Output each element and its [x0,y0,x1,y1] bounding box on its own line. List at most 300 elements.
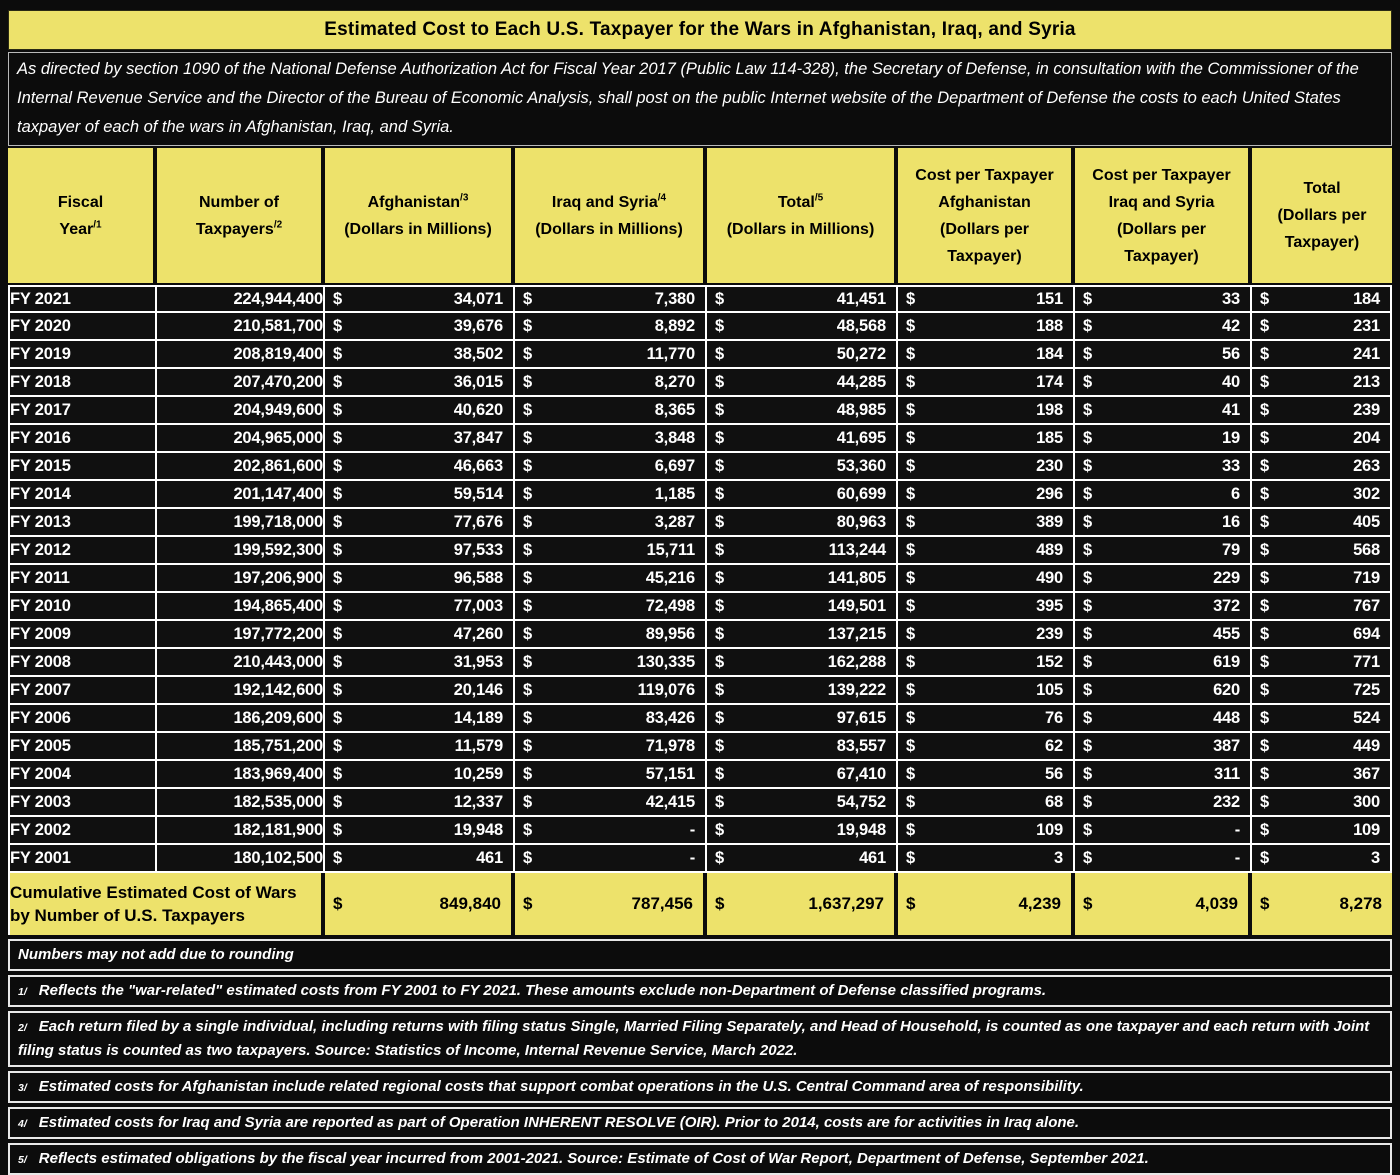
table-row [8,817,1392,845]
currency-symbol: $ [1083,792,1092,811]
intro-text: As directed by section 1090 of the National Defense Authorization Act for Fiscal Year 2017 (Public Law 114-328), the Secretary of Defense, in consultation with the Commissioner of the Internal Revenue Service and the Director of the Bureau of Economic Analysis, shall post on the public Internet website of the Department of Defense the costs to each United States taxpayer of each of the wars in Afghanistan, Iraq, and Syria. [8,52,1392,146]
currency-symbol: $ [715,540,724,559]
currency-symbol: $ [906,540,915,559]
currency-symbol: $ [715,596,724,615]
cell-cpt-iraq-value: 455 [1213,624,1240,643]
currency-symbol: $ [1083,820,1092,839]
currency-symbol: $ [1260,652,1269,671]
currency-symbol: $ [333,484,342,503]
footnotes-section [8,939,1392,1175]
column-header-afghanistan-millions: Afghanistan$^{/3}$ (Dollars in Millions) [325,148,515,285]
cell-fiscal-year: FY 2002 [8,817,157,845]
cell-iraq [515,341,707,369]
currency-symbol: $ [906,792,915,811]
column-header-total-per-taxpayer: Total (Dollars per Taxpayer) [1252,148,1392,285]
cell-total-value: 141,805 [827,568,886,587]
cell-iraq [515,453,707,481]
cell-total [707,285,898,313]
cell-iraq [515,677,707,705]
currency-symbol: $ [715,344,724,363]
currency-symbol: $ [1083,428,1092,447]
footnote-3: $^{3/}$ Estimated costs for Afghanistan include related regional costs that support combat operations in the U.S. Central Command area of responsibility. [8,1071,1392,1103]
cell-cpt-iraq [1075,705,1252,733]
cell-taxpayers: 183,969,400 [157,761,325,789]
cell-taxpayers: 224,944,400 [157,285,325,313]
cell-afg-value: 19,948 [453,820,503,839]
cell-fiscal-year: FY 2010 [8,593,157,621]
currency-symbol: $ [333,736,342,755]
currency-symbol: $ [523,894,533,913]
cumulative-cell-cpt-iraq-value: 4,039 [1195,894,1238,913]
cell-cpt-afg-value: 230 [1036,456,1063,475]
cell-total-value: 48,568 [836,316,886,335]
currency-symbol: $ [523,848,532,867]
currency-symbol: $ [1260,316,1269,335]
cell-afg-value: 59,514 [453,484,503,503]
currency-symbol: $ [333,848,342,867]
cell-total-value: 113,244 [828,540,886,559]
column-header-total-millions: Total$^{/5}$ (Dollars in Millions) [707,148,898,285]
cell-cpt-total-value: 771 [1353,652,1380,671]
currency-symbol: $ [523,652,532,671]
currency-symbol: $ [715,512,724,531]
cell-afg [325,817,515,845]
cell-cpt-iraq [1075,761,1252,789]
currency-symbol: $ [1083,344,1092,363]
page-title: Estimated Cost to Each U.S. Taxpayer for the Wars in Afghanistan, Iraq, and Syria [8,10,1392,50]
table-row [8,677,1392,705]
cell-afg-value: 37,847 [453,428,503,447]
cell-iraq [515,845,707,873]
currency-symbol: $ [523,289,532,308]
cell-cpt-afg [898,285,1075,313]
currency-symbol: $ [1260,792,1269,811]
cell-cpt-total-value: 263 [1353,456,1380,475]
currency-symbol: $ [1260,289,1269,308]
currency-symbol: $ [906,652,915,671]
cell-cpt-iraq [1075,313,1252,341]
currency-symbol: $ [523,512,532,531]
cell-cpt-total-value: 241 [1353,344,1380,363]
cell-fiscal-year: FY 2007 [8,677,157,705]
cell-total [707,453,898,481]
cell-iraq [515,817,707,845]
cell-total-value: 461 [859,848,886,867]
table-row [8,313,1392,341]
cell-cpt-afg-value: 56 [1045,764,1063,783]
cell-afg-value: 34,071 [453,289,503,308]
currency-symbol: $ [333,344,342,363]
currency-symbol: $ [523,736,532,755]
currency-symbol: $ [333,596,342,615]
cumulative-cell-afg [325,873,515,935]
cell-afg-value: 461 [476,848,503,867]
column-header-fiscal-year: Fiscal Year$^{/1}$ [8,148,157,285]
currency-symbol: $ [1083,456,1092,475]
cell-cpt-total [1252,369,1392,397]
currency-symbol: $ [523,568,532,587]
currency-symbol: $ [333,652,342,671]
cell-total [707,789,898,817]
currency-symbol: $ [1083,894,1093,913]
cell-cpt-afg [898,565,1075,593]
currency-symbol: $ [906,708,915,727]
cell-afg [325,453,515,481]
cell-cpt-iraq-value: 33 [1222,289,1240,308]
table-row [8,341,1392,369]
cell-iraq-value: 15,711 [646,540,695,559]
cumulative-cell-total [707,873,898,935]
cell-total-value: 53,360 [836,456,886,475]
cell-cpt-iraq-value: 42 [1222,316,1240,335]
cell-afg [325,285,515,313]
currency-symbol: $ [333,680,342,699]
currency-symbol: $ [1260,624,1269,643]
cell-iraq [515,789,707,817]
cell-total-value: 19,948 [836,820,886,839]
table-row [8,705,1392,733]
table-row [8,425,1392,453]
table-row [8,509,1392,537]
currency-symbol: $ [1260,400,1269,419]
currency-symbol: $ [1260,848,1269,867]
footnote-marker: 4/ [18,1118,27,1130]
cell-iraq-value: 89,956 [645,624,695,643]
cell-cpt-afg [898,425,1075,453]
cell-iraq-value: 71,978 [645,736,695,755]
table-row [8,453,1392,481]
cell-taxpayers: 185,751,200 [157,733,325,761]
cell-cpt-total [1252,677,1392,705]
cell-cpt-afg-value: 395 [1036,596,1063,615]
currency-symbol: $ [1260,456,1269,475]
currency-symbol: $ [1260,344,1269,363]
cell-iraq [515,733,707,761]
footnote-marker: 3/ [18,1082,27,1094]
cell-cpt-afg [898,453,1075,481]
cell-iraq-value: 130,335 [636,652,695,671]
currency-symbol: $ [715,708,724,727]
cell-total [707,537,898,565]
cumulative-cell-total-value: 1,637,297 [808,894,884,913]
cell-taxpayers: 207,470,200 [157,369,325,397]
cell-fiscal-year: FY 2018 [8,369,157,397]
cell-cpt-iraq-value: 19 [1222,428,1240,447]
currency-symbol: $ [715,680,724,699]
currency-symbol: $ [333,708,342,727]
currency-symbol: $ [906,848,915,867]
cell-fiscal-year: FY 2019 [8,341,157,369]
cell-iraq [515,621,707,649]
footnote-marker: 5/ [18,1154,27,1166]
cell-cpt-iraq-value: 56 [1222,344,1240,363]
cell-iraq-value: 83,426 [645,708,695,727]
table-row [8,369,1392,397]
cell-iraq [515,649,707,677]
currency-symbol: $ [715,848,724,867]
cumulative-cell-cpt-afg [898,873,1075,935]
currency-symbol: $ [1083,372,1092,391]
currency-symbol: $ [523,596,532,615]
cell-cpt-iraq [1075,453,1252,481]
cell-iraq-value: 57,151 [645,764,695,783]
currency-symbol: $ [1260,820,1269,839]
currency-symbol: $ [715,894,725,913]
cell-cpt-iraq-value: 387 [1213,736,1240,755]
cell-cpt-total [1252,845,1392,873]
footnote-1: $^{1/}$ Reflects the "war-related" estimated costs from FY 2001 to FY 2021. These amounts exclude non-Department of Defense classified programs. [8,975,1392,1007]
cell-afg-value: 47,260 [453,624,503,643]
cell-cpt-afg-value: 76 [1045,708,1063,727]
cell-iraq [515,761,707,789]
currency-symbol: $ [333,316,342,335]
cell-total-value: 41,451 [836,289,886,308]
cell-afg [325,845,515,873]
cell-iraq-value: 8,892 [654,316,695,335]
cell-taxpayers: 186,209,600 [157,705,325,733]
cell-afg-value: 20,146 [453,680,503,699]
cell-cpt-iraq-value: 448 [1213,708,1240,727]
cell-total [707,621,898,649]
currency-symbol: $ [715,456,724,475]
currency-symbol: $ [333,512,342,531]
cell-iraq-value: 72,498 [645,596,695,615]
cell-iraq-value: - [689,848,695,867]
currency-symbol: $ [906,894,916,913]
cell-taxpayers: 204,949,600 [157,397,325,425]
cell-cpt-afg-value: 185 [1036,428,1063,447]
cell-afg [325,677,515,705]
currency-symbol: $ [1260,708,1269,727]
cell-iraq [515,285,707,313]
cumulative-row [8,873,1392,935]
cell-cpt-iraq [1075,425,1252,453]
cell-taxpayers: 197,772,200 [157,621,325,649]
cell-iraq [515,565,707,593]
cell-cpt-iraq [1075,537,1252,565]
cell-taxpayers: 208,819,400 [157,341,325,369]
cell-total [707,817,898,845]
cell-cpt-afg-value: 490 [1036,568,1063,587]
cell-cpt-iraq [1075,733,1252,761]
cell-cpt-total [1252,565,1392,593]
table-row [8,593,1392,621]
cell-cpt-total-value: 300 [1353,792,1380,811]
cell-taxpayers: 199,718,000 [157,509,325,537]
currency-symbol: $ [1083,400,1092,419]
cell-total [707,593,898,621]
cell-cpt-afg [898,817,1075,845]
cell-afg [325,369,515,397]
cell-total-value: 139,222 [827,680,886,699]
cell-afg [325,705,515,733]
cell-cpt-afg-value: 389 [1036,512,1063,531]
cell-cpt-total [1252,621,1392,649]
currency-symbol: $ [523,624,532,643]
cell-cpt-total-value: 204 [1353,428,1380,447]
currency-symbol: $ [906,428,915,447]
cell-cpt-iraq-value: 79 [1222,540,1240,559]
cell-fiscal-year: FY 2005 [8,733,157,761]
cell-cpt-afg [898,789,1075,817]
currency-symbol: $ [1260,894,1270,913]
currency-symbol: $ [333,792,342,811]
cell-total-value: 50,272 [836,344,886,363]
cell-cpt-afg [898,845,1075,873]
cell-afg [325,593,515,621]
cell-afg [325,341,515,369]
currency-symbol: $ [906,624,915,643]
cell-iraq [515,537,707,565]
cell-fiscal-year: FY 2012 [8,537,157,565]
cell-cpt-afg-value: 239 [1036,624,1063,643]
cell-afg-value: 36,015 [453,372,503,391]
table-row [8,285,1392,313]
cell-total [707,369,898,397]
cell-total [707,845,898,873]
table-row [8,565,1392,593]
cell-total [707,761,898,789]
currency-symbol: $ [1083,484,1092,503]
cell-fiscal-year: FY 2013 [8,509,157,537]
cell-taxpayers: 199,592,300 [157,537,325,565]
cell-cpt-afg [898,733,1075,761]
cell-cpt-afg [898,649,1075,677]
cell-cpt-total [1252,397,1392,425]
currency-symbol: $ [523,820,532,839]
cell-cpt-total [1252,313,1392,341]
cell-cpt-total [1252,817,1392,845]
cell-taxpayers: 202,861,600 [157,453,325,481]
currency-symbol: $ [1260,484,1269,503]
currency-symbol: $ [715,652,724,671]
cumulative-cell-afg-value: 849,840 [439,894,501,913]
cell-cpt-total-value: 367 [1353,764,1380,783]
currency-symbol: $ [715,568,724,587]
currency-symbol: $ [523,764,532,783]
table-row [8,733,1392,761]
cell-cpt-afg-value: 184 [1036,344,1063,363]
currency-symbol: $ [906,400,915,419]
cell-cpt-afg [898,705,1075,733]
cell-cpt-total-value: 694 [1353,624,1380,643]
currency-symbol: $ [523,540,532,559]
cell-total [707,425,898,453]
cell-cpt-total-value: 302 [1353,484,1380,503]
cell-total-value: 67,410 [836,764,886,783]
cell-cpt-afg-value: 296 [1036,484,1063,503]
currency-symbol: $ [1083,540,1092,559]
currency-symbol: $ [523,792,532,811]
currency-symbol: $ [906,596,915,615]
currency-symbol: $ [906,680,915,699]
cumulative-label: Cumulative Estimated Cost of Wars by Number of U.S. Taxpayers [8,873,325,935]
cell-iraq-value: 3,287 [654,512,695,531]
cell-afg-value: 39,676 [453,316,503,335]
cell-total [707,705,898,733]
cell-cpt-total [1252,761,1392,789]
cell-cpt-afg-value: 62 [1045,736,1063,755]
footnote-marker: 1/ [18,986,27,998]
cumulative-cell-cpt-total [1252,873,1392,935]
table-row [8,649,1392,677]
cell-cpt-afg [898,369,1075,397]
cell-cpt-total [1252,509,1392,537]
cell-cpt-total-value: 109 [1353,820,1380,839]
cell-taxpayers: 192,142,600 [157,677,325,705]
currency-symbol: $ [906,372,915,391]
cell-taxpayers: 201,147,400 [157,481,325,509]
currency-symbol: $ [1260,428,1269,447]
cell-afg-value: 10,259 [453,764,503,783]
currency-symbol: $ [715,484,724,503]
currency-symbol: $ [523,456,532,475]
column-header-iraq-syria-millions: Iraq and Syria$^{/4}$ (Dollars in Millions) [515,148,707,285]
cell-iraq-value: 42,415 [645,792,695,811]
cell-afg [325,789,515,817]
rounding-note: Numbers may not add due to rounding [8,939,1392,971]
cell-cpt-iraq-value: 232 [1213,792,1240,811]
cell-cpt-total [1252,425,1392,453]
cell-cpt-iraq-value: 6 [1231,484,1240,503]
cell-cpt-iraq [1075,649,1252,677]
cell-cpt-total [1252,705,1392,733]
cell-afg [325,537,515,565]
cell-cpt-total-value: 213 [1353,372,1380,391]
cell-cpt-total-value: 568 [1353,540,1380,559]
cell-afg-value: 14,189 [453,708,503,727]
column-header-cpt-iraq-syria: Cost per Taxpayer Iraq and Syria (Dollars per Taxpayer) [1075,148,1252,285]
cell-afg [325,313,515,341]
cell-iraq [515,481,707,509]
cell-cpt-iraq [1075,341,1252,369]
currency-symbol: $ [523,400,532,419]
currency-symbol: $ [1083,624,1092,643]
cell-fiscal-year: FY 2006 [8,705,157,733]
footnote-4: $^{4/}$ Estimated costs for Iraq and Syria are reported as part of Operation INHERENT RESOLVE (OIR). Prior to 2014, costs are for activities in Iraq alone. [8,1107,1392,1139]
cell-taxpayers: 210,581,700 [157,313,325,341]
cell-iraq [515,313,707,341]
cell-cpt-iraq [1075,593,1252,621]
cell-iraq-value: 119,076 [637,680,695,699]
cell-afg [325,481,515,509]
cell-total [707,565,898,593]
currency-symbol: $ [1260,540,1269,559]
cell-iraq [515,369,707,397]
cell-cpt-iraq [1075,565,1252,593]
footnote-2: $^{2/}$ Each return filed by a single individual, including returns with filing status Single, Married Filing Separately, and Head of Household, is counted as one taxpayer and each return with Joint filing status is counted as two taxpayers. Source: Statistics of Income, Internal Revenue Service, March 2022. [8,1011,1392,1067]
currency-symbol: $ [1260,764,1269,783]
currency-symbol: $ [1083,512,1092,531]
cell-total [707,341,898,369]
currency-symbol: $ [715,289,724,308]
currency-symbol: $ [333,820,342,839]
cell-cpt-total-value: 524 [1353,708,1380,727]
currency-symbol: $ [333,372,342,391]
cell-cpt-iraq-value: 620 [1213,680,1240,699]
currency-symbol: $ [1083,848,1092,867]
cell-cpt-afg-value: 188 [1036,316,1063,335]
cell-cpt-afg-value: 151 [1036,289,1063,308]
cell-cpt-iraq [1075,285,1252,313]
cumulative-cell-cpt-iraq [1075,873,1252,935]
currency-symbol: $ [906,820,915,839]
cell-iraq [515,425,707,453]
currency-symbol: $ [906,289,915,308]
currency-symbol: $ [715,736,724,755]
cell-cpt-total-value: 405 [1353,512,1380,531]
cell-cpt-iraq [1075,509,1252,537]
